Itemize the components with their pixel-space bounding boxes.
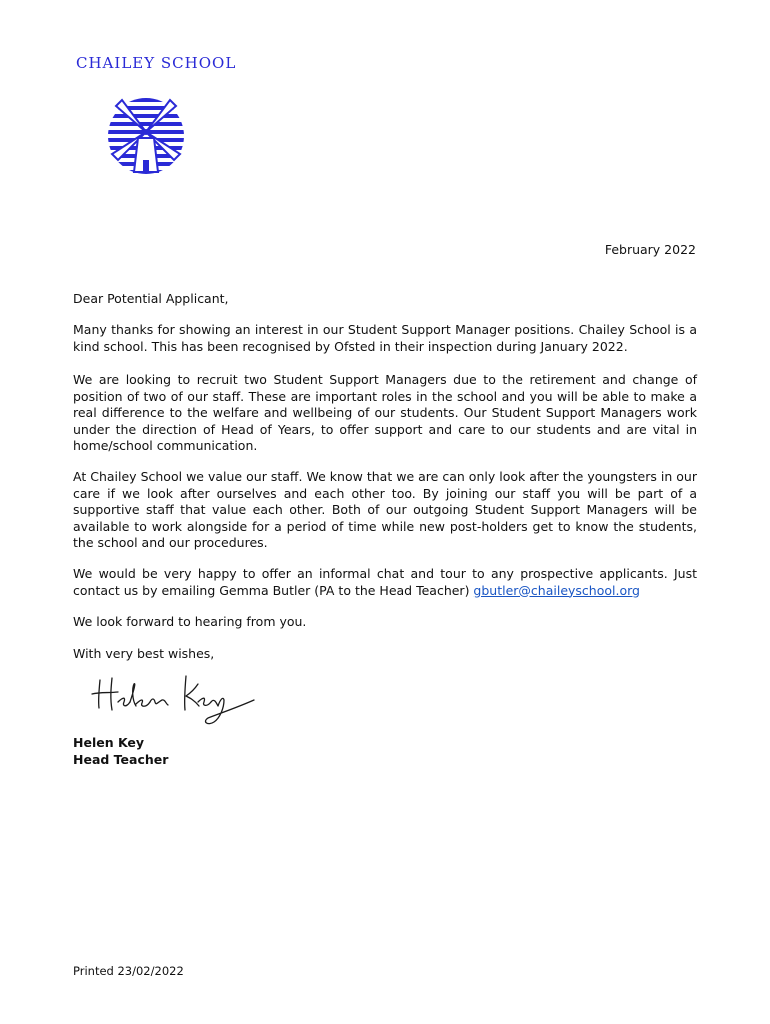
signer-block: [73, 734, 168, 768]
signer-name: Helen Key: [73, 735, 145, 750]
paragraph-staff-values: At Chailey School we value our staff. We know that we are can only look after the youngsters in our care if we look after ourselves and each other too. By joining our staff you will be part of a supportive staff that value each other. Both of our outgoing Student Support Managers will be available to work alongside for a period of time while new post-holders get to know the students, the school and our procedures.: [73, 469, 697, 550]
paragraph-recruitment: We are looking to recruit two Student Support Managers due to the retirement and change of position of two of our staff. These are important roles in the school and you will be able to make a real difference to the welfare and wellbeing of our students. Our Student Support Managers work under the direction of Head of Years, to offer support and care to our students and are vital in home/school communication.: [73, 372, 697, 453]
contact-text: We would be very happy to offer an informal chat and tour to any prospective applicants. Just contact us by emailing Gemma Butler (PA to the Head Teacher): [73, 566, 697, 598]
handwritten-signature: [90, 672, 260, 728]
salutation: Dear Potential Applicant,: [73, 291, 229, 306]
letter-date: February 2022: [604, 242, 696, 257]
school-logo: [76, 54, 237, 180]
paragraph-closing-note: We look forward to hearing from you.: [73, 614, 307, 629]
printed-date: Printed 23/02/2022: [73, 964, 184, 978]
signer-title: Head Teacher: [73, 752, 169, 767]
logo-text: CHAILEY SCHOOL: [76, 54, 237, 72]
email-link[interactable]: gbutler@chaileyschool.org: [473, 582, 640, 598]
closing-line: With very best wishes,: [73, 646, 215, 661]
paragraph-contact: [73, 566, 697, 599]
paragraph-intro: Many thanks for showing an interest in our Student Support Manager positions. Chailey School is a kind school. This has been recognised by Ofsted in their inspection during January 2022.: [73, 322, 697, 354]
